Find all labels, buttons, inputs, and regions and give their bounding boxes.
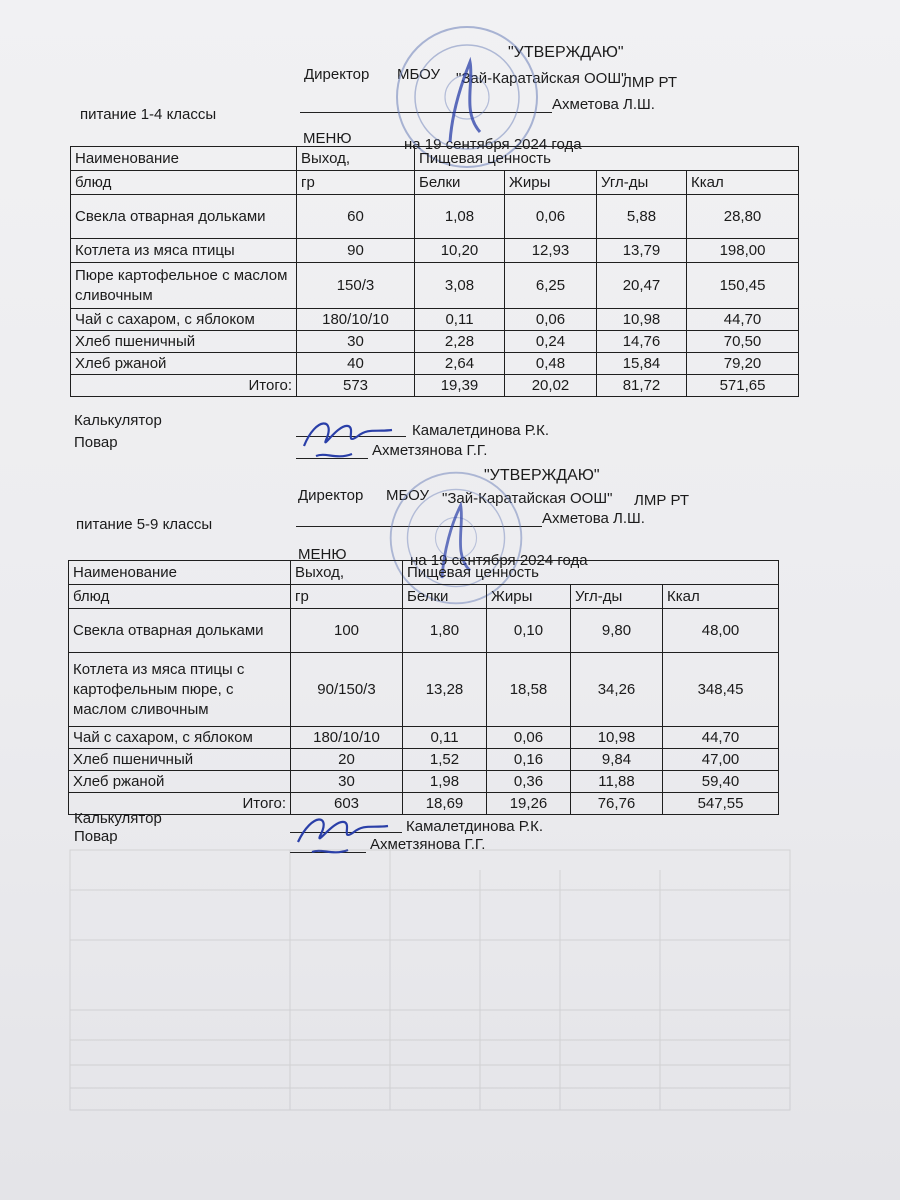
dish-fats: 6,25 xyxy=(505,263,597,309)
header-fats: Жиры xyxy=(505,171,597,195)
dish-kcal: 44,70 xyxy=(687,309,799,331)
dish-proteins: 2,64 xyxy=(415,353,505,375)
table-row xyxy=(69,749,779,771)
dish-kcal: 70,50 xyxy=(687,331,799,353)
header-yield-top: Выход, xyxy=(297,147,415,171)
dish-fats: 0,06 xyxy=(505,195,597,239)
dish-name: Свекла отварная дольками xyxy=(71,195,297,239)
header-kcal: Ккал xyxy=(687,171,799,195)
dish-carbs: 11,88 xyxy=(571,771,663,793)
total-carbs: 81,72 xyxy=(597,375,687,397)
table-row xyxy=(69,653,779,727)
dish-kcal: 150,45 xyxy=(687,263,799,309)
cook-name: Ахметзянова Г.Г. xyxy=(372,442,488,459)
table-row xyxy=(71,239,799,263)
dish-kcal: 44,70 xyxy=(663,727,779,749)
dish-kcal: 48,00 xyxy=(663,609,779,653)
header-name-bottom: блюд xyxy=(71,171,297,195)
table-row xyxy=(69,771,779,793)
dish-yield: 20 xyxy=(291,749,403,771)
calculator-name: Камалетдинова Р.К. xyxy=(412,422,550,439)
dish-fats: 18,58 xyxy=(487,653,571,727)
total-proteins: 18,69 xyxy=(403,793,487,815)
dish-yield: 30 xyxy=(291,771,403,793)
dish-name: Хлеб ржаной xyxy=(69,771,291,793)
dish-name: Свекла отварная дольками xyxy=(69,609,291,653)
dish-yield: 90/150/3 xyxy=(291,653,403,727)
dish-carbs: 13,79 xyxy=(597,239,687,263)
header-name-top: Наименование xyxy=(69,561,291,585)
menu-title: МЕНЮ xyxy=(303,130,352,147)
total-label: Итого: xyxy=(69,793,291,815)
dish-fats: 0,48 xyxy=(505,353,597,375)
header-nutrition: Пищевая ценность xyxy=(403,561,779,585)
table-row xyxy=(71,331,799,353)
dish-proteins: 1,52 xyxy=(403,749,487,771)
dish-name: Чай с сахаром, с яблоком xyxy=(71,309,297,331)
dish-kcal: 59,40 xyxy=(663,771,779,793)
dish-proteins: 1,80 xyxy=(403,609,487,653)
dish-fats: 0,06 xyxy=(505,309,597,331)
total-kcal: 547,55 xyxy=(663,793,779,815)
table-row xyxy=(69,727,779,749)
dish-name: Пюре картофельное с маслом сливочным xyxy=(71,263,297,309)
total-yield: 603 xyxy=(291,793,403,815)
dish-fats: 0,36 xyxy=(487,771,571,793)
menu-table-1 xyxy=(70,146,799,397)
director-label: Директор xyxy=(298,487,364,504)
dish-kcal: 47,00 xyxy=(663,749,779,771)
header-nutrition: Пищевая ценность xyxy=(415,147,799,171)
dish-name: Котлета из мяса птицы xyxy=(71,239,297,263)
dish-fats: 0,06 xyxy=(487,727,571,749)
total-row xyxy=(71,375,799,397)
dish-proteins: 0,11 xyxy=(415,309,505,331)
dish-yield: 100 xyxy=(291,609,403,653)
dish-name: Чай с сахаром, с яблоком xyxy=(69,727,291,749)
dish-yield: 150/3 xyxy=(297,263,415,309)
total-yield: 573 xyxy=(297,375,415,397)
dish-name: Хлеб ржаной xyxy=(71,353,297,375)
district-name: ЛМР РТ xyxy=(634,492,690,509)
cook-name: Ахметзянова Г.Г. xyxy=(370,836,486,853)
cook-label: Повар xyxy=(74,434,118,451)
header-proteins: Белки xyxy=(415,171,505,195)
school-name: "Зай-Каратайская ООШ" xyxy=(442,490,613,507)
dish-carbs: 10,98 xyxy=(571,727,663,749)
header-carbs: Угл-ды xyxy=(597,171,687,195)
dish-yield: 180/10/10 xyxy=(291,727,403,749)
dish-yield: 40 xyxy=(297,353,415,375)
dish-yield: 30 xyxy=(297,331,415,353)
org-type: МБОУ xyxy=(397,66,441,83)
dish-proteins: 0,11 xyxy=(403,727,487,749)
calculator-label: Калькулятор xyxy=(74,412,162,429)
dish-fats: 0,16 xyxy=(487,749,571,771)
dish-yield: 60 xyxy=(297,195,415,239)
menu-table-2 xyxy=(68,560,779,815)
table-row xyxy=(71,263,799,309)
header-fats: Жиры xyxy=(487,585,571,609)
table-row xyxy=(71,309,799,331)
header-proteins: Белки xyxy=(403,585,487,609)
dish-name: Хлеб пшеничный xyxy=(69,749,291,771)
dish-kcal: 28,80 xyxy=(687,195,799,239)
table-row xyxy=(69,609,779,653)
bleed-through-grid xyxy=(60,840,800,1140)
menu-date: на 19 сентября 2024 года xyxy=(404,136,582,153)
school-name: "Зай-Каратайская ООШ" xyxy=(456,70,627,87)
group-title: питание 1-4 классы xyxy=(80,106,217,123)
header-name-bottom: блюд xyxy=(69,585,291,609)
handwritten-signature xyxy=(296,406,406,472)
header-yield-top: Выход, xyxy=(291,561,403,585)
dish-proteins: 10,20 xyxy=(415,239,505,263)
director-name: Ахметова Л.Ш. xyxy=(552,96,655,113)
dish-carbs: 10,98 xyxy=(597,309,687,331)
dish-kcal: 79,20 xyxy=(687,353,799,375)
approve-heading: "УТВЕРЖДАЮ" xyxy=(508,44,624,61)
dish-proteins: 3,08 xyxy=(415,263,505,309)
dish-carbs: 20,47 xyxy=(597,263,687,309)
director-name: Ахметова Л.Ш. xyxy=(542,510,645,527)
dish-proteins: 2,28 xyxy=(415,331,505,353)
dish-carbs: 9,80 xyxy=(571,609,663,653)
total-fats: 19,26 xyxy=(487,793,571,815)
header-carbs: Угл-ды xyxy=(571,585,663,609)
total-label: Итого: xyxy=(71,375,297,397)
menu-title: МЕНЮ xyxy=(298,546,347,563)
dish-fats: 12,93 xyxy=(505,239,597,263)
header-name-top: Наименование xyxy=(71,147,297,171)
dish-name: Котлета из мяса птицы с картофельным пюре, с маслом сливочным xyxy=(69,653,291,727)
dish-carbs: 5,88 xyxy=(597,195,687,239)
total-row xyxy=(69,793,779,815)
dish-fats: 0,24 xyxy=(505,331,597,353)
header-yield-bottom: гр xyxy=(297,171,415,195)
total-fats: 20,02 xyxy=(505,375,597,397)
dish-yield: 180/10/10 xyxy=(297,309,415,331)
calculator-label: Калькулятор xyxy=(74,810,162,827)
dish-name: Хлеб пшеничный xyxy=(71,331,297,353)
table-row xyxy=(71,353,799,375)
header-yield-bottom: гр xyxy=(291,585,403,609)
total-carbs: 76,76 xyxy=(571,793,663,815)
dish-carbs: 34,26 xyxy=(571,653,663,727)
dish-yield: 90 xyxy=(297,239,415,263)
dish-kcal: 348,45 xyxy=(663,653,779,727)
header-kcal: Ккал xyxy=(663,585,779,609)
dish-proteins: 13,28 xyxy=(403,653,487,727)
total-kcal: 571,65 xyxy=(687,375,799,397)
bleed-through-area xyxy=(60,840,800,1140)
dish-carbs: 15,84 xyxy=(597,353,687,375)
calculator-name: Камалетдинова Р.К. xyxy=(406,818,544,835)
total-proteins: 19,39 xyxy=(415,375,505,397)
dish-carbs: 9,84 xyxy=(571,749,663,771)
district-name: ЛМР РТ xyxy=(622,74,678,91)
table-row xyxy=(71,195,799,239)
dish-fats: 0,10 xyxy=(487,609,571,653)
approve-heading: "УТВЕРЖДАЮ" xyxy=(484,467,600,484)
dish-kcal: 198,00 xyxy=(687,239,799,263)
org-type: МБОУ xyxy=(386,487,430,504)
dish-carbs: 14,76 xyxy=(597,331,687,353)
dish-proteins: 1,98 xyxy=(403,771,487,793)
director-label: Директор xyxy=(304,66,370,83)
group-title: питание 5-9 классы xyxy=(76,516,213,533)
dish-proteins: 1,08 xyxy=(415,195,505,239)
cook-label: Повар xyxy=(74,828,118,845)
menu-date: на 19 сентября 2024 года xyxy=(410,552,588,569)
